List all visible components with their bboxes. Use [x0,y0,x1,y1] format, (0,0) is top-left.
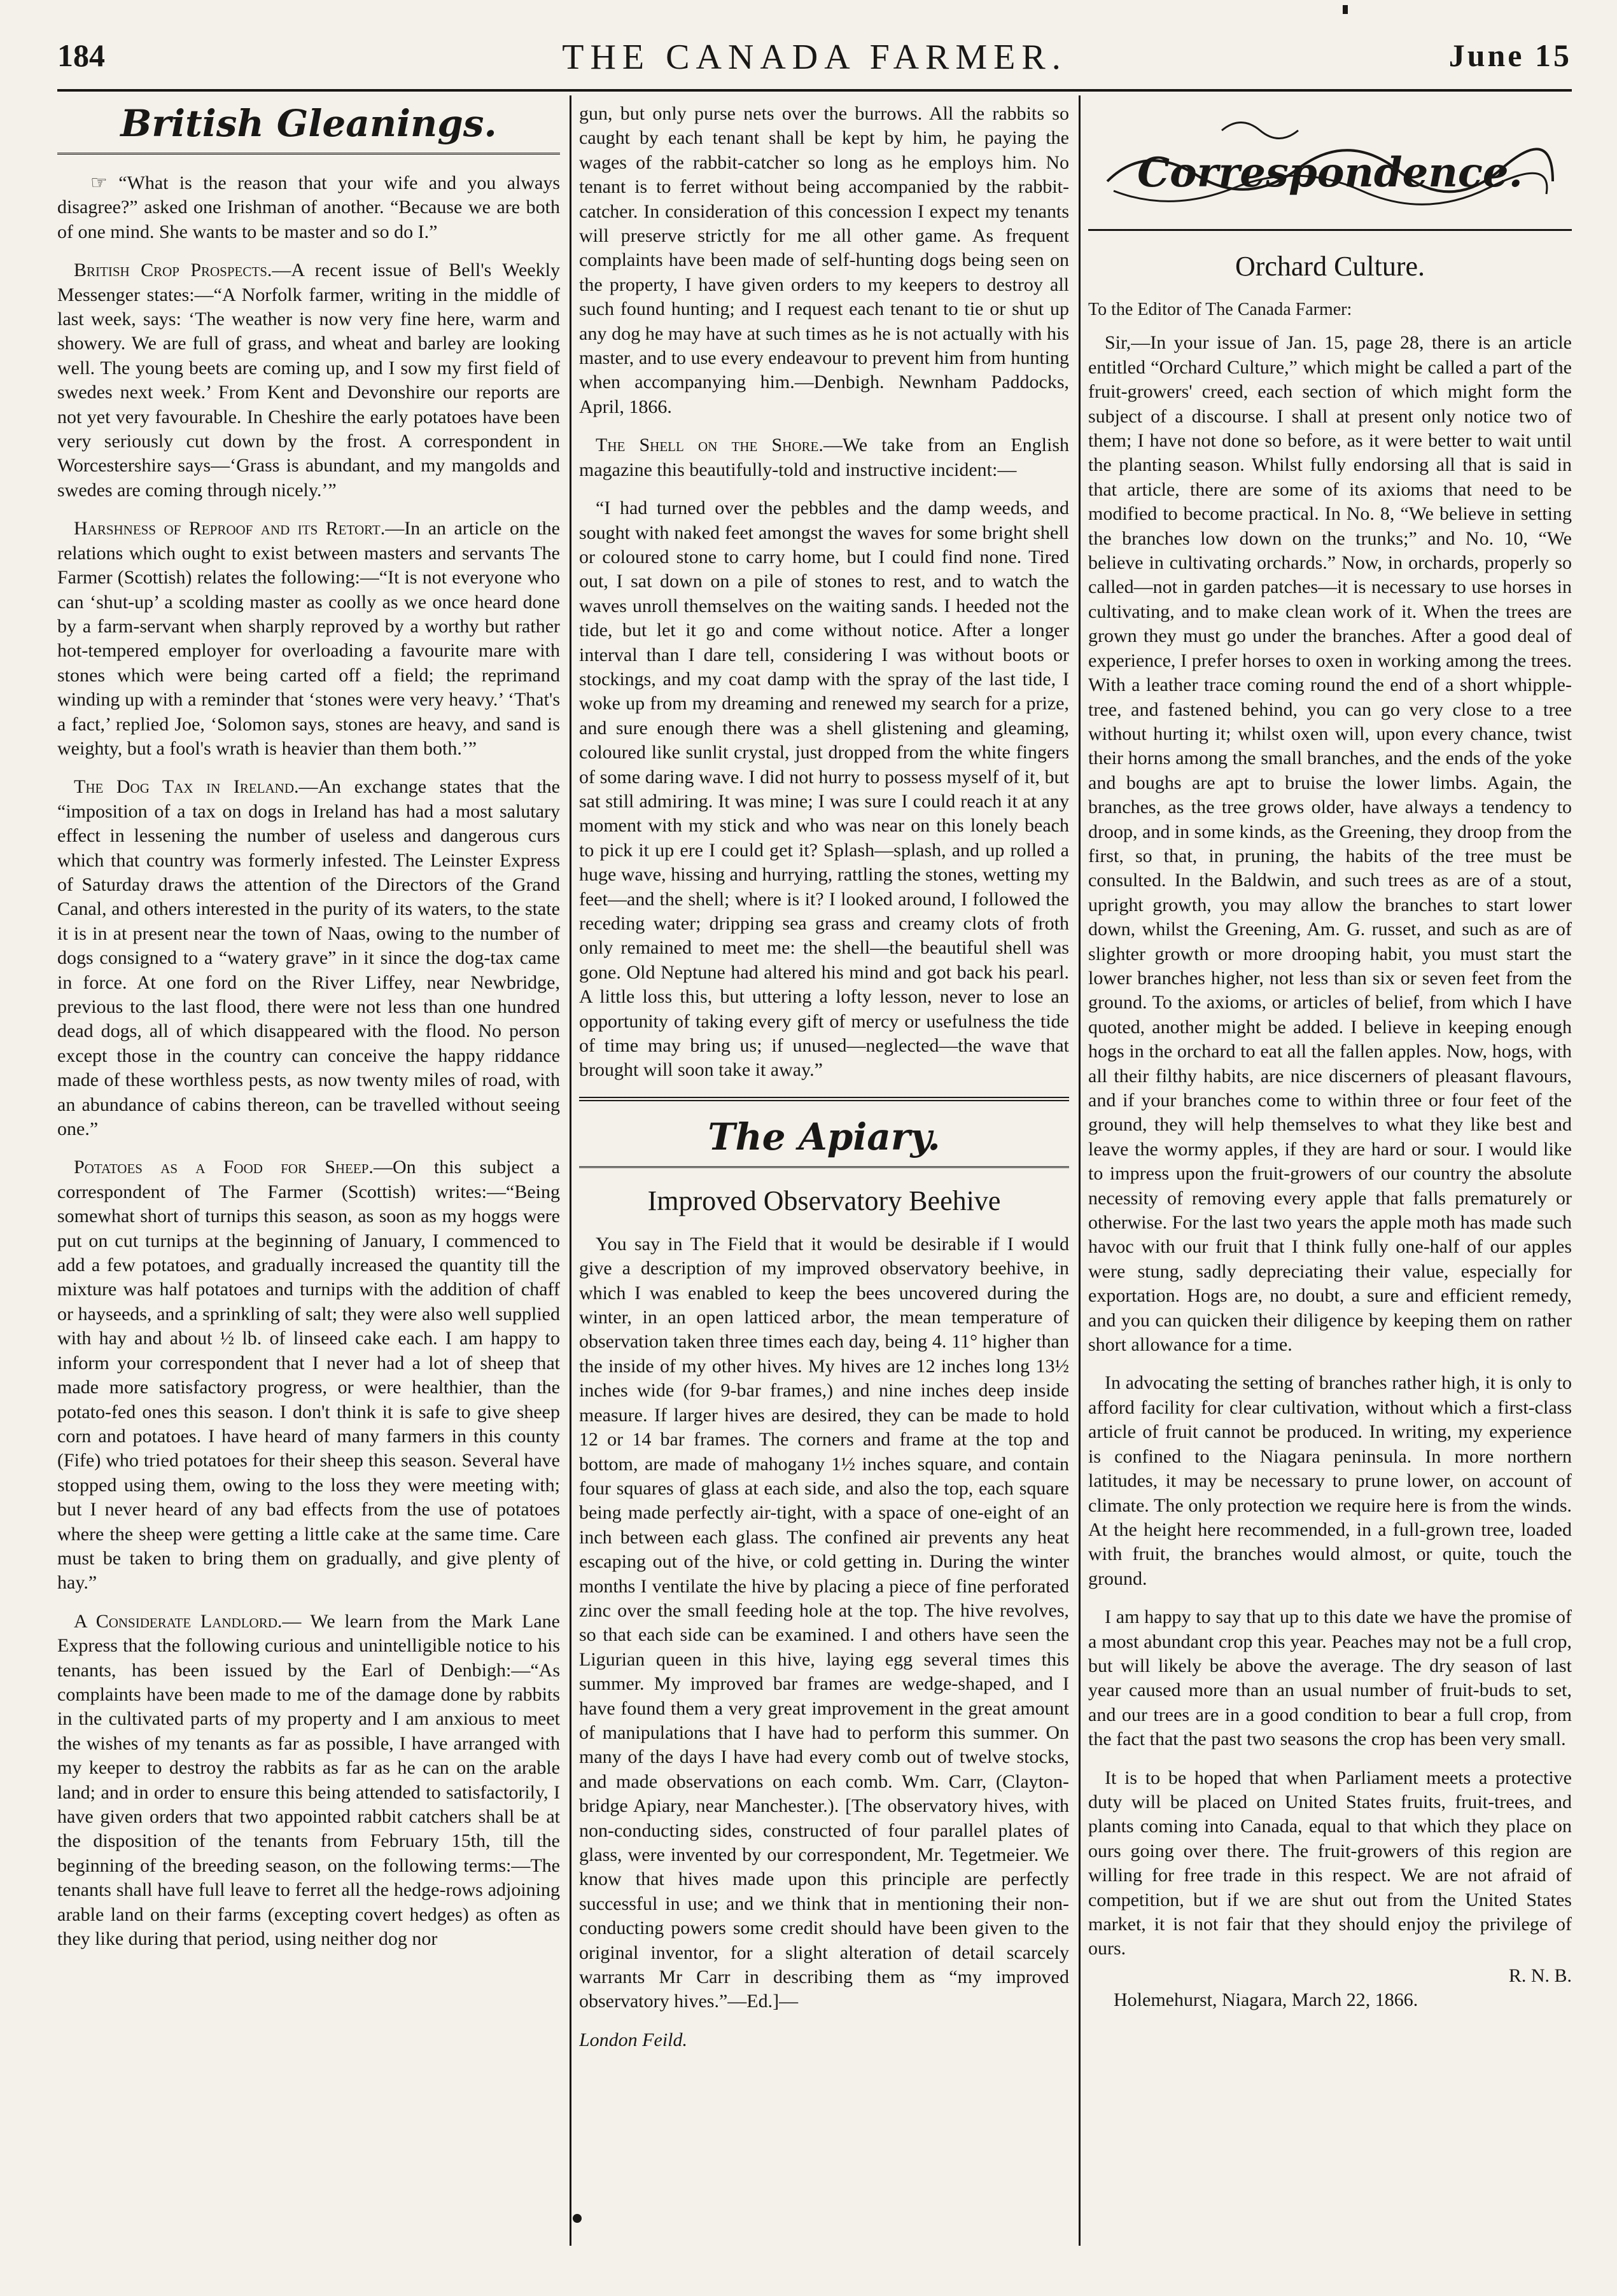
paragraph-lead: A Considerate Landlord. [74,1610,283,1632]
issue-date: June 15 [1448,38,1572,73]
paragraph-text: —In an article on the relations which ought to exist between masters and servants The Farmer (Scottish) relates the following:—“It is not everyone who can ‘shut-up’ a scolding master as coolly as we once heard done by a farm-servant when sharply reproved by a worthy but rather hot-tempered employer for overloading a favourite mare with stones which were being carted off a field; the reprimand winding up with a reminder that ‘stones were very heavy.’ ‘That's a fact,’ replied Joe, ‘Solomon says, stones are heavy, and sand is weighty, but a fool's wrath is heavier than them both.’” [57,518,560,759]
column-divider [1079,95,1081,2246]
letter-dateline: Holemehurst, Niagara, March 22, 1866. [1114,1989,1418,2011]
article-paragraph: gun, but only purse nets over the burrows. All the rabbits so caught by each tenant shall be kept by him, he paying the wages of the rabbit-catcher so long as he employs him. No tenant is to ferret without being accompanied by the rabbit-catcher. In consideration of this concession I expect my tenants will preserve strictly for me all other game. As frequent complaints have been made of self-hunting dogs being seen on the property, I have given orders to my keepers to destroy all such found hunting; and I request each tenant to tie or shut up any dog he may have at such times as he is not actually with his master, and to use every endeavour to prevent him from hunting when accompanying him.—Denbigh. Newnham Paddocks, April, 1866. [579,103,1069,417]
paragraph-text: — We learn from the Mark Lane Express that the following curious and unintelligible notice to his tenants, has been issued by the Earl of Denbigh:—“As complaints have been made to me of the damage done by rabbits in the cultivated parts of my property and I am anxious to meet the wishes of my tenants as far as possible, I have arranged with my keeper to destroy the rabbits as far as he can on the arable land; and in order to ensure this being attended to satisfactorily, I have given orders that two appointed rabbit catchers shall be at the disposition of the tenants from February 15th, till the beginning of the breeding season, on the following terms:—The tenants shall have full leave to ferret all the hedge-rows adjoining arable land on their farms (excepting covert hedges) as often as they like during that period, using neither dog nor [57,1610,560,1950]
article-source: London Feild. [579,2029,687,2050]
section-title-apiary: The Apiary. [579,1115,1069,1168]
letter-salutation: To the Editor of The Canada Farmer: [1088,300,1352,319]
paragraph-text: —An exchange states that the “imposition of a tax on dogs in Ireland has had a most salutary effect in lessening the number of useless and dangerous curs which that country was formerly infested. The Leinster Express of Saturday draws the attention of the Directors of the Grand Canal, and others interested in the purity of its waters, to the state it is in at present near the town of Naas, owing to the number of dogs consigned to a “watery grave” in it since the dog-tax came in force. At one ford on the River Liffey, near Newbridge, previous to the last flood, there were not less than one hundred dead dogs, all of which disappeared with the flood. No person except those in the country can conceive the happy riddance made of these worthless pests, as now twenty miles of road, with an abundance of cabins thereon, can be travelled without seeing one.” [57,776,560,1140]
section-title-british-gleanings: British Gleanings. [57,102,560,155]
paragraph-lead: The Shell on the Shore. [596,435,823,456]
paragraph-lead: Potatoes as a Food for Sheep. [74,1157,374,1178]
article-paragraph: I am happy to say that up to this date we have the promise of a most abundant crop this year. Peaches may not be a full crop, but will likely be above the average. The dry season of last year caused more than an usual number of fruit-buds to set, and our trees are in a good condition to bear a full crop, from the fact that the past two seasons the crop has been very small. [1088,1606,1572,1750]
newspaper-title: THE CANADA FARMER. [562,38,1067,77]
paragraph-lead: British Crop Prospects. [74,260,272,281]
article-paragraph: You say in The Field that it would be desirable if I would give a description of my improved observatory beehive, in which I was enabled to keep the bees uncovered during the winter, in an open latticed arbor, the mean temperature of observation taken three times each day, being 4. 11° higher than the inside of my other hives. My hives are 12 inches long 13½ inches wide (for 9-bar frames,) and nine inches deep inside measure. If larger hives are desired, they can be made to hold 12 or 14 bar frames. The corners and frame at the top and bottom, are made of mahogany 1½ inches square, and contain four squares of glass at each side, and also the top, each square being made perfectly air-tight, with a space of one-eight of an inch between each glass. The confined air prevents any heat escaping out of the hive, or cold getting in. During the winter months I ventilate the hive by placing a piece of fine perforated zinc over the small feeding hole at the top. The hive revolves, so that each side can be examined. I and others have seen the Ligurian queen in this hive, laying egg several times this summer. My improved bar frames are wedge-shaped, and I have found them a very great improvement in the great amount of manipulations that I have had to perform this summer. On many of the days I have had every comb out of twelve stocks, and made observations on each comb. Wm. Carr, (Clayton-bridge Apiary, near Manchester.). [The observatory hives, with non-conducting sides, constructed of four parallel plates of glass, were invented by our correspondent, Mr. Tegetmeier. We know that hives made upon this principle are perfectly successful in use; and we think that in mentioning their non-conducting powers some credit should have been given to the original inventor, for a slight alteration of detail scarcely warrants Mr Carr in describing them as “my improved observatory hives.”—Ed.]— [579,1233,1069,2012]
column-british-gleanings [57,102,560,2265]
article-paragraph [579,433,1069,482]
correspondence-banner [1088,102,1572,231]
pointing-hand-icon: ☞ [90,172,108,193]
newspaper-page [57,25,1572,2265]
article-paragraph: Sir,—In your issue of Jan. 15, page 28, there is an article entitled “Orchard Culture,” which might be called a part of the fruit-growers' creed, each section of which might form the subject of a discourse. I shall at present only notice two of them; I have not done so before, as it were better to wait until the planting season. Whilst fully endorsing all that is said in that article, there are some of its axioms that need to be modified to become practical. In No. 8, “We believe in setting the branches low down on the trunks;” and No. 10, “We believe in cultivating orchards.” Now, in orchards, properly so called—not in garden patches—it is necessary to use horses in cultivating, and to make clean work of it. When the trees are grown they must go under the branches. After a good deal of experience, I prefer horses to oxen in working among the trees. With a leather trace coming round the end of a short whipple-tree, and fastened behind, you can go very close to a tree without hurting it; whilst oxen will, upon every chance, twist their horns among the small branches, and the ends of the yoke and boughs are apt to bruise the lower limbs. Again, the branches, as the tree grows older, have always a tendency to droop, and in some kinds, as the Greening, they droop from the first, so that, in pruning, the habits of the tree must be consulted. In the Baldwin, and such trees as are of a stout, upright growth, you may allow the branches to start lower down, whilst the Greening, Am. G. russet, and such as are of slighter growth or more drooping habit, you must start the lower branches higher, not less than six or seven feet from the ground. To the axioms, or articles of belief, from which I have quoted, another might be added. I believe in keeping enough hogs in the orchard to eat all the fallen apples. Now, hogs, with all their filthy habits, are nice discerners of pleasant flavours, and if your branches come to within three or four feet of the ground, they will help themselves to what they like best and leave the wormy apples, if they are hard or sour. I would like to impress upon the fruit-growers of our country the absolute necessity of removing every apple that falls prematurely or otherwise. For the last two years the apple moth has made such havoc with our fruit that I think fully one-half of our apples were stung, sadly depreciating their value, especially for exportation. Hogs are, no doubt, a sure and efficient remedy, and you can quicken their diligence by keeping them on rather short allowance for a time. [1088,332,1572,1356]
header-rule [57,89,1572,92]
section-divider [579,1097,1069,1101]
paragraph-text: —A recent issue of Bell's Weekly Messenger states:—“A Norfolk farmer, writing in the middle of last week, says: ‘The weather is now very fine here, warm and showery. We are full of grass, and wheat and barley are looking well. The young beets are coming up, and I sow my first field of swedes next week.’ From Kent and Devonshire our reports are not yet very favourable. In Cheshire the early potatoes have been very seriously cut down by the frost. A correspondent in Worcestershire says—‘Grass is abundant, and my mangolds and swedes are coming through nicely.’” [57,260,560,501]
article-paragraph: In advocating the setting of branches rather high, it is only to afford facility for clear cultivation, without which a first-class article of fruit cannot be produced. In writing, my experience is confined to the Niagara peninsula. In more northern latitudes, it may be necessary to prune lower, on account of climate. The only protection we require here is from the winds. At the height here recommended, in a full-grown tree, loaded with fruit, the branches would almost, or quite, touch the ground. [1088,1372,1572,1589]
column-middle [579,102,1069,2265]
page-number: 184 [57,38,105,73]
print-mark [1343,5,1348,14]
article-paragraph: “I had turned over the pebbles and the damp weeds, and sought with naked feet amongst the waves for some bright shell or coloured stone to carry home, but I could find none. Tired out, I sat down on a pile of stones to rest, and to watch the waves unroll themselves on the waiting sands. I heeded not the tide, but let it go and come without notice. After a longer interval than I dare tell, considering I was without boots or stockings, and my coat damp with the spray of the last tide, I woke up from my dreaming and renewed my search for a prize, and sure enough there was a shell glistening and gleaming, coloured like sunlit crystal, just dropped from the white fingers of some daring wave. I did not hurry to possess myself of it, but sat still admiring. It was mine; I was sure I could reach it at any moment with my stick and who was near on this lonely beach to pick it up ere I could get it? Splash—splash, and up rolled a huge wave, hissing and hurrying, rattling the stones, wetting my feet—and the shell; where is it? I looked around, I followed the receding water; dripping sea grass and creamy clots of froth only remained to meet me: the shell—the beautiful shell was gone. Old Neptune had altered his mind and got back his pearl. A little loss this, but uttering a lofty lesson, never to lose an opportunity of taking every gift of mercy or usefulness the tide of time may bring us; if unused—neglected—the wave that brought will soon take it away.” [579,497,1069,1081]
paragraph-lead: Harshness of Reproof and its Retort. [74,518,386,539]
masthead [57,25,1572,95]
article-paragraph [57,171,560,244]
article-paragraph [57,1155,560,1595]
article-paragraph: It is to be hoped that when Parliament meets a protective duty will be placed on United States fruits, fruit-trees, and plants coming into Canada, equal to that which they place on ours going over there. The fruit-growers of this region are willing for free trade in this respect. We are not afraid of competition, but if we are shut out from the United States market, it is not fair that they should enjoy the privilege of ours. [1088,1767,1572,1959]
article-title-beehive: Improved Observatory Beehive [647,1185,1001,1216]
article-paragraph [57,1610,560,1952]
letter-signature: R. N. B. [1508,1965,1572,1986]
article-paragraph [57,775,560,1141]
paragraph-text: “What is the reason that your wife and you always disagree?” asked one Irishman of another. “Because we are both of one mind. She wants to be master and so do I.” [57,172,560,242]
column-correspondence [1088,102,1572,2265]
print-mark [573,2214,582,2223]
banner-title: Correspondence. [1137,149,1523,197]
article-title-orchard-culture: Orchard Culture. [1235,251,1425,282]
paragraph-text: —On this subject a correspondent of The Farmer (Scottish) writes:—“Being somewhat short of turnips this season, as soon as my hoggs were put on cut turnips at the beginning of January, I commenced to add a few potatoes, and gradually increased the quantity till the mixture was half potatoes and turnips with the addition of chaff or hayseeds, and a sprinkling of salt; they were also well supplied with hay and about ½ lb. of linseed cake each. I am happy to inform your correspondent that I never had a lot of sheep that made more satisfactory progress, or were healthier, than the potato-fed ones this season. I don't think it is safe to give sheep corn and potatoes. I have heard of many farmers in this county (Fife) who tried potatoes for their sheep this season. Several have stopped using them, owing to the loss they were meeting with; but I never heard of any bad effects from the use of potatoes where the sheep were getting a little cake at the same time. Care must be taken to bring them on gradually, and give plenty of hay.” [57,1157,560,1594]
paragraph-lead: The Dog Tax in Ireland. [74,776,299,798]
column-divider [570,95,571,2246]
ornamental-banner-icon [1095,105,1565,226]
paragraph-text: —We take from an English magazine this beautifully-told and instructive incident:— [579,435,1069,480]
article-paragraph [57,517,560,761]
article-paragraph [57,258,560,503]
